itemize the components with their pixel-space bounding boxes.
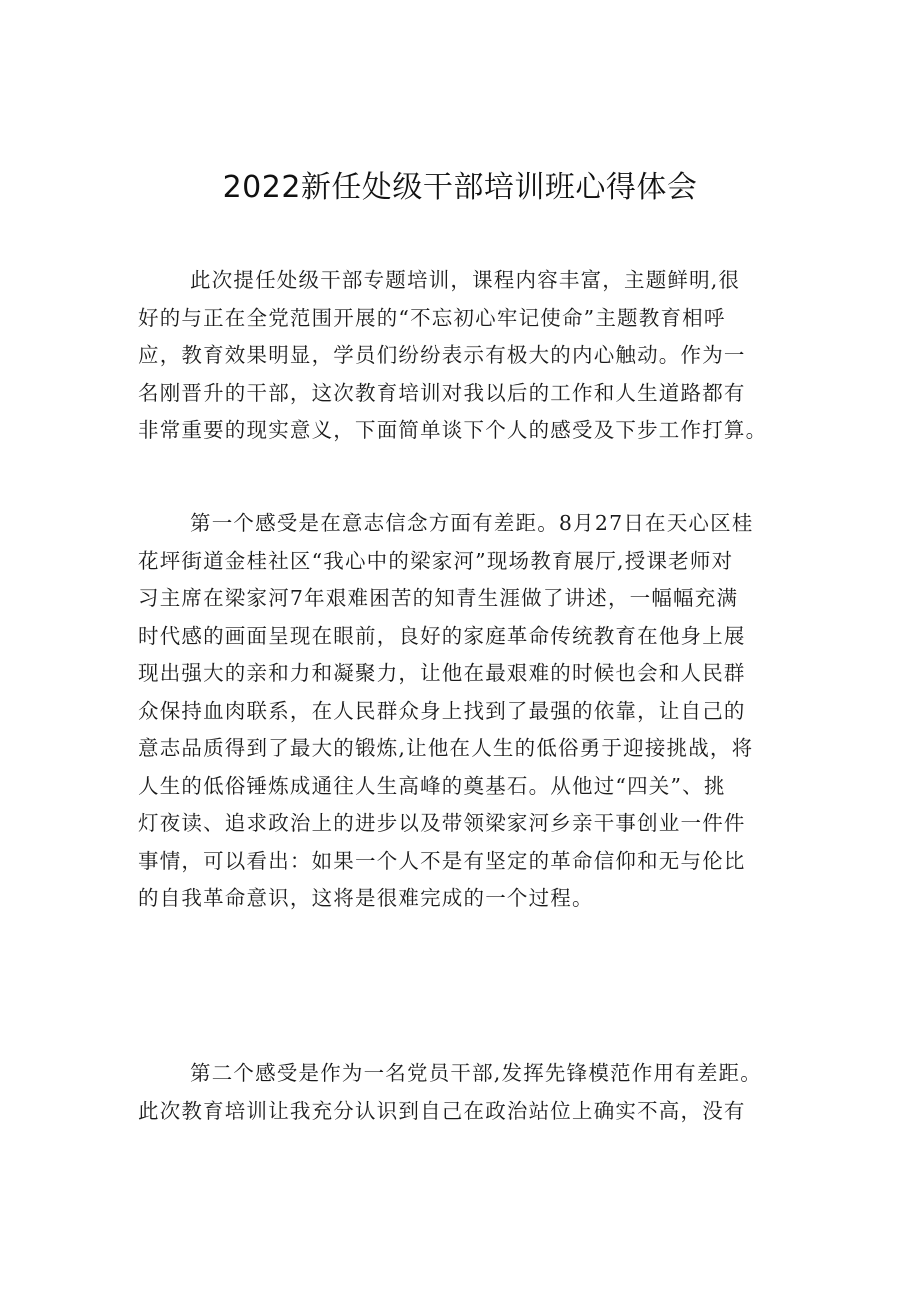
paragraph-2-text xyxy=(138,505,798,918)
paragraph-line: 第一个感受是在意志信念方面有差距。8月27日在天心区桂 xyxy=(190,511,754,535)
paragraph-line: 第二个感受是作为一名党员干部,发挥先锋模范作用有差距。 xyxy=(190,1061,762,1085)
paragraph-line: 人生的低俗锤炼成通往人生高峰的奠基石。从他过“四关”、挑 xyxy=(138,773,726,798)
document-title: 2022新任处级干部培训班心得体会 xyxy=(222,170,698,205)
paragraph-line: 花坪街道金桂社区“我心中的梁家河”现场教育展厅,授课老师对 xyxy=(138,548,734,573)
paragraph-line: 意志品质得到了最大的锻炼,让他在人生的低俗勇于迎接挑战，将 xyxy=(138,736,754,760)
paragraph-line: 好的与正在全党范围开展的“不忘初心牢记使命”主题教育相呼 xyxy=(138,305,726,330)
paragraph-2 xyxy=(138,505,798,918)
paragraph-line: 现出强大的亲和力和凝聚力，让他在最艰难的时候也会和人民群 xyxy=(138,661,746,685)
paragraph-line: 名刚晋升的干部，这次教育培训对我以后的工作和人生道路都有 xyxy=(138,380,746,405)
paragraph-3-text xyxy=(138,1055,798,1130)
paragraph-line: 此次提任处级干部专题培训，课程内容丰富，主题鲜明,很 xyxy=(190,268,741,292)
paragraph-line: 事情，可以看出：如果一个人不是有坚定的革命信仰和无与伦比 xyxy=(138,848,746,873)
paragraph-line: 应，教育效果明显，学员们纷纷表示有极大的内心触动。作为一 xyxy=(138,343,746,367)
paragraph-3 xyxy=(138,1055,798,1130)
paragraph-line: 此次教育培训让我充分认识到自己在政治站位上确实不高，没有 xyxy=(138,1098,746,1123)
paragraph-line: 的自我革命意识，这将是很难完成的一个过程。 xyxy=(138,886,594,910)
paragraph-1 xyxy=(138,262,798,450)
paragraph-1-text xyxy=(138,262,798,450)
paragraph-line: 灯夜读、追求政治上的进步以及带领梁家河乡亲干事创业一件件 xyxy=(138,811,746,835)
paragraph-line: 时代感的画面呈现在眼前，良好的家庭革命传统教育在他身上展 xyxy=(138,623,746,648)
paragraph-line: 习主席在梁家河7年艰难困苦的知青生涯做了讲述，一幅幅充满 xyxy=(138,586,739,610)
paragraph-line: 非常重要的现实意义，下面简单谈下个人的感受及下步工作打算。 xyxy=(138,418,768,442)
paragraph-line: 众保持血肉联系，在人民群众身上找到了最强的依靠，让自己的 xyxy=(138,698,746,723)
